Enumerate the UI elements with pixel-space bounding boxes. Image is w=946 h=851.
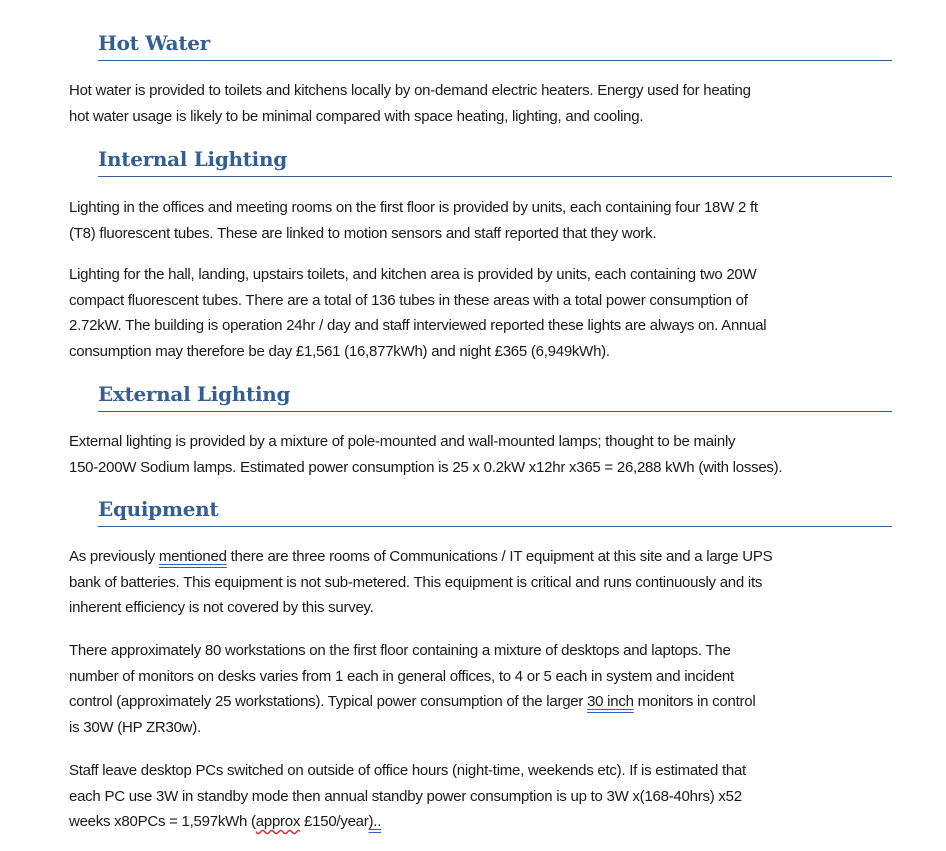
- text-line: [69, 689, 899, 715]
- heading-text: Equipment: [98, 497, 219, 521]
- paragraph: [69, 758, 899, 835]
- paragraph: [69, 262, 899, 364]
- text-run: As previously: [69, 548, 159, 565]
- section-heading-equipment: [98, 496, 892, 527]
- grammar-suggestion-mark[interactable]: 30 inch: [587, 693, 634, 710]
- paragraph: [69, 638, 899, 740]
- text-line: number of monitors on desks varies from 1 each in general offices, to 4 or 5 each in system and incident: [69, 667, 734, 685]
- text-run: £150/year: [300, 813, 369, 830]
- text-line: [69, 544, 899, 570]
- spelling-error-mark[interactable]: approx: [255, 813, 301, 830]
- paragraph: [69, 429, 899, 480]
- text-line: Staff leave desktop PCs switched on outside of office hours (night-time, weekends etc). If is estimated that: [69, 762, 746, 779]
- text-line: There approximately 80 workstations on the first floor containing a mixture of desktops and laptops. The: [69, 642, 731, 659]
- text-line: consumption may therefore be day £1,561 (16,877kWh) and night £365 (6,949kWh).: [69, 342, 610, 360]
- text-line: Lighting in the offices and meeting rooms on the first floor is provided by units, each containing four 18W 2 ft: [69, 199, 758, 216]
- grammar-suggestion-mark[interactable]: )..: [368, 813, 382, 830]
- text-run: there are three rooms of Communications / IT equipment at this site and a large UPS: [226, 548, 773, 565]
- paragraph: [69, 195, 899, 246]
- text-line: Hot water is provided to toilets and kitchens locally by on-demand electric heaters. Energy used for heating: [69, 82, 751, 99]
- text-line: compact fluorescent tubes. There are a total of 136 tubes in these areas with a total power consumption of: [69, 291, 748, 309]
- text-run: control (approximately 25 workstations). Typical power consumption of the larger: [69, 693, 588, 710]
- text-line: is 30W (HP ZR30w).: [69, 718, 201, 736]
- heading-text: Internal Lighting: [98, 147, 287, 171]
- text-run: monitors in control: [633, 693, 756, 710]
- text-run: weeks x80PCs = 1,597kWh (: [69, 813, 256, 830]
- text-line: (T8) fluorescent tubes. These are linked to motion sensors and staff reported that they work.: [69, 224, 657, 242]
- text-line: 2.72kW. The building is operation 24hr / day and staff interviewed reported these lights are always on. Annual: [69, 317, 767, 334]
- section-heading-hot-water: [98, 30, 892, 61]
- paragraph: [69, 544, 899, 621]
- text-line: 150-200W Sodium lamps. Estimated power consumption is 25 x 0.2kW x12hr x365 = 26,288 kWh (with losses).: [69, 458, 783, 476]
- text-line: inherent efficiency is not covered by this survey.: [69, 599, 374, 616]
- text-line: [69, 809, 899, 835]
- text-line: External lighting is provided by a mixture of pole-mounted and wall-mounted lamps; thought to be mainly: [69, 433, 736, 450]
- text-line: each PC use 3W in standby mode then annual standby power consumption is up to 3W x(168-40hrs) x52: [69, 787, 742, 805]
- text-line: hot water usage is likely to be minimal compared with space heating, lighting, and cooling.: [69, 107, 644, 125]
- text-line: bank of batteries. This equipment is not sub-metered. This equipment is critical and runs continuously and its: [69, 573, 763, 591]
- section-heading-internal-lighting: [98, 146, 892, 177]
- text-line: Lighting for the hall, landing, upstairs toilets, and kitchen area is provided by units, each containing two 20W: [69, 266, 757, 283]
- grammar-suggestion-mark[interactable]: mentioned: [158, 548, 227, 565]
- heading-text: Hot Water: [98, 31, 210, 55]
- heading-text: External Lighting: [98, 382, 291, 406]
- section-heading-external-lighting: [98, 381, 892, 412]
- paragraph: [69, 78, 899, 129]
